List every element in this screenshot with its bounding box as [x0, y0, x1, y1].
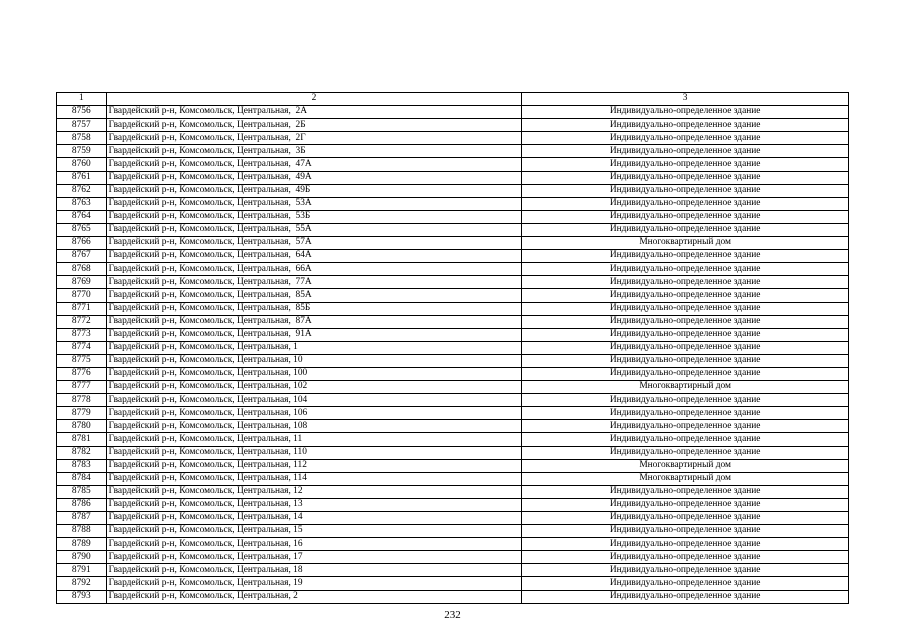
row-number-cell: 8766 [57, 237, 107, 250]
row-number-cell: 8768 [57, 263, 107, 276]
row-number-cell: 8793 [57, 590, 107, 603]
address-cell: Гвардейский р-н, Комсомольск, Центральная, 53Б [106, 210, 522, 223]
address-cell: Гвардейский р-н, Комсомольск, Центральная, 85Б [106, 302, 522, 315]
table-row [57, 263, 849, 276]
row-number-cell: 8784 [57, 472, 107, 485]
address-cell: Гвардейский р-н, Комсомольск, Центральная, 17 [106, 551, 522, 564]
row-number-cell: 8777 [57, 381, 107, 394]
object-type-cell: Индивидуально-определенное здание [522, 407, 849, 420]
object-type-cell: Индивидуально-определенное здание [522, 145, 849, 158]
address-cell: Гвардейский р-н, Комсомольск, Центральная, 87А [106, 315, 522, 328]
object-type-cell: Индивидуально-определенное здание [522, 485, 849, 498]
table-row [57, 341, 849, 354]
row-number-cell: 8769 [57, 276, 107, 289]
table-header [57, 93, 849, 106]
object-type-cell: Индивидуально-определенное здание [522, 250, 849, 263]
address-cell: Гвардейский р-н, Комсомольск, Центральная, 53А [106, 197, 522, 210]
object-type-cell: Индивидуально-определенное здание [522, 525, 849, 538]
address-cell: Гвардейский р-н, Комсомольск, Центральная, 66А [106, 263, 522, 276]
table-row [57, 354, 849, 367]
address-cell: Гвардейский р-н, Комсомольск, Центральная, 49А [106, 171, 522, 184]
table-row [57, 328, 849, 341]
row-number-cell: 8775 [57, 354, 107, 367]
address-cell: Гвардейский р-н, Комсомольск, Центральная, 18 [106, 564, 522, 577]
object-type-cell: Многоквартирный дом [522, 472, 849, 485]
address-cell: Гвардейский р-н, Комсомольск, Центральная, 112 [106, 459, 522, 472]
object-type-cell: Индивидуально-определенное здание [522, 564, 849, 577]
object-type-cell: Индивидуально-определенное здание [522, 289, 849, 302]
row-number-cell: 8762 [57, 184, 107, 197]
address-cell: Гвардейский р-н, Комсомольск, Центральная, 85А [106, 289, 522, 302]
row-number-cell: 8783 [57, 459, 107, 472]
row-number-cell: 8792 [57, 577, 107, 590]
table-row [57, 132, 849, 145]
object-type-cell: Индивидуально-определенное здание [522, 420, 849, 433]
row-number-cell: 8764 [57, 210, 107, 223]
row-number-cell: 8782 [57, 446, 107, 459]
object-type-cell: Индивидуально-определенное здание [522, 577, 849, 590]
row-number-cell: 8787 [57, 512, 107, 525]
object-type-cell: Индивидуально-определенное здание [522, 223, 849, 236]
object-type-cell: Индивидуально-определенное здание [522, 171, 849, 184]
row-number-cell: 8770 [57, 289, 107, 302]
address-cell: Гвардейский р-н, Комсомольск, Центральная, 11 [106, 433, 522, 446]
row-number-cell: 8765 [57, 223, 107, 236]
table-row [57, 158, 849, 171]
table-row [57, 197, 849, 210]
address-cell: Гвардейский р-н, Комсомольск, Центральная, 1 [106, 341, 522, 354]
row-number-cell: 8774 [57, 341, 107, 354]
address-cell: Гвардейский р-н, Комсомольск, Центральная, 2А [106, 106, 522, 119]
table-row [57, 538, 849, 551]
address-cell: Гвардейский р-н, Комсомольск, Центральная, 2 [106, 590, 522, 603]
object-type-cell: Индивидуально-определенное здание [522, 132, 849, 145]
row-number-cell: 8763 [57, 197, 107, 210]
table-row [57, 564, 849, 577]
object-type-cell: Индивидуально-определенное здание [522, 158, 849, 171]
column-header-1: 1 [57, 93, 107, 106]
address-cell: Гвардейский р-н, Комсомольск, Центральная, 55А [106, 223, 522, 236]
object-type-cell: Индивидуально-определенное здание [522, 184, 849, 197]
table-row [57, 250, 849, 263]
table-row [57, 551, 849, 564]
row-number-cell: 8785 [57, 485, 107, 498]
object-type-cell: Индивидуально-определенное здание [522, 394, 849, 407]
table-row [57, 485, 849, 498]
table-row [57, 145, 849, 158]
column-header-2: 2 [106, 93, 522, 106]
row-number-cell: 8791 [57, 564, 107, 577]
object-type-cell: Индивидуально-определенное здание [522, 210, 849, 223]
object-type-cell: Индивидуально-определенное здание [522, 590, 849, 603]
object-type-cell: Индивидуально-определенное здание [522, 354, 849, 367]
object-type-cell: Многоквартирный дом [522, 459, 849, 472]
address-cell: Гвардейский р-н, Комсомольск, Центральная, 100 [106, 367, 522, 380]
table-row [57, 446, 849, 459]
address-cell: Гвардейский р-н, Комсомольск, Центральная, 3Б [106, 145, 522, 158]
object-type-cell: Индивидуально-определенное здание [522, 302, 849, 315]
row-number-cell: 8772 [57, 315, 107, 328]
row-number-cell: 8789 [57, 538, 107, 551]
row-number-cell: 8773 [57, 328, 107, 341]
address-cell: Гвардейский р-н, Комсомольск, Центральная, 14 [106, 512, 522, 525]
table-row [57, 223, 849, 236]
column-header-3: 3 [522, 93, 849, 106]
address-cell: Гвардейский р-н, Комсомольск, Центральная, 2Г [106, 132, 522, 145]
row-number-cell: 8761 [57, 171, 107, 184]
register-table [56, 92, 849, 604]
table-row [57, 433, 849, 446]
address-cell: Гвардейский р-н, Комсомольск, Центральная, 114 [106, 472, 522, 485]
address-cell: Гвардейский р-н, Комсомольск, Центральная, 47А [106, 158, 522, 171]
table-row [57, 210, 849, 223]
table-row [57, 302, 849, 315]
object-type-cell: Индивидуально-определенное здание [522, 433, 849, 446]
address-cell: Гвардейский р-н, Комсомольск, Центральная, 108 [106, 420, 522, 433]
address-cell: Гвардейский р-н, Комсомольск, Центральная, 15 [106, 525, 522, 538]
address-cell: Гвардейский р-н, Комсомольск, Центральная, 57А [106, 237, 522, 250]
address-cell: Гвардейский р-н, Комсомольск, Центральная, 91А [106, 328, 522, 341]
address-cell: Гвардейский р-н, Комсомольск, Центральная, 19 [106, 577, 522, 590]
table-row [57, 184, 849, 197]
row-number-cell: 8767 [57, 250, 107, 263]
table-row [57, 119, 849, 132]
address-cell: Гвардейский р-н, Комсомольск, Центральная, 12 [106, 485, 522, 498]
object-type-cell: Индивидуально-определенное здание [522, 538, 849, 551]
table-row [57, 276, 849, 289]
object-type-cell: Многоквартирный дом [522, 381, 849, 394]
object-type-cell: Индивидуально-определенное здание [522, 341, 849, 354]
address-cell: Гвардейский р-н, Комсомольск, Центральная, 102 [106, 381, 522, 394]
address-cell: Гвардейский р-н, Комсомольск, Центральная, 110 [106, 446, 522, 459]
header-row [57, 93, 849, 106]
row-number-cell: 8780 [57, 420, 107, 433]
row-number-cell: 8757 [57, 119, 107, 132]
address-cell: Гвардейский р-н, Комсомольск, Центральная, 13 [106, 498, 522, 511]
address-cell: Гвардейский р-н, Комсомольск, Центральная, 2Б [106, 119, 522, 132]
table-row [57, 289, 849, 302]
address-cell: Гвардейский р-н, Комсомольск, Центральная, 64А [106, 250, 522, 263]
object-type-cell: Многоквартирный дом [522, 237, 849, 250]
address-cell: Гвардейский р-н, Комсомольск, Центральная, 16 [106, 538, 522, 551]
row-number-cell: 8759 [57, 145, 107, 158]
table-body [57, 106, 849, 604]
table-row [57, 512, 849, 525]
address-cell: Гвардейский р-н, Комсомольск, Центральная, 10 [106, 354, 522, 367]
row-number-cell: 8788 [57, 525, 107, 538]
row-number-cell: 8758 [57, 132, 107, 145]
object-type-cell: Индивидуально-определенное здание [522, 328, 849, 341]
object-type-cell: Индивидуально-определенное здание [522, 498, 849, 511]
row-number-cell: 8778 [57, 394, 107, 407]
row-number-cell: 8779 [57, 407, 107, 420]
table-row [57, 237, 849, 250]
object-type-cell: Индивидуально-определенное здание [522, 367, 849, 380]
object-type-cell: Индивидуально-определенное здание [522, 119, 849, 132]
address-cell: Гвардейский р-н, Комсомольск, Центральная, 77А [106, 276, 522, 289]
object-type-cell: Индивидуально-определенное здание [522, 551, 849, 564]
object-type-cell: Индивидуально-определенное здание [522, 446, 849, 459]
row-number-cell: 8786 [57, 498, 107, 511]
object-type-cell: Индивидуально-определенное здание [522, 315, 849, 328]
table-row [57, 106, 849, 119]
address-cell: Гвардейский р-н, Комсомольск, Центральная, 104 [106, 394, 522, 407]
object-type-cell: Индивидуально-определенное здание [522, 263, 849, 276]
table-row [57, 498, 849, 511]
address-cell: Гвардейский р-н, Комсомольск, Центральная, 106 [106, 407, 522, 420]
table-row [57, 472, 849, 485]
table-row [57, 381, 849, 394]
table-row [57, 420, 849, 433]
table-row [57, 407, 849, 420]
table-row [57, 577, 849, 590]
row-number-cell: 8756 [57, 106, 107, 119]
table-row [57, 315, 849, 328]
row-number-cell: 8771 [57, 302, 107, 315]
table-row [57, 367, 849, 380]
table-row [57, 171, 849, 184]
table-row [57, 459, 849, 472]
row-number-cell: 8776 [57, 367, 107, 380]
table-row [57, 590, 849, 603]
row-number-cell: 8781 [57, 433, 107, 446]
object-type-cell: Индивидуально-определенное здание [522, 106, 849, 119]
page-number: 232 [444, 609, 461, 621]
object-type-cell: Индивидуально-определенное здание [522, 512, 849, 525]
object-type-cell: Индивидуально-определенное здание [522, 276, 849, 289]
table-row [57, 394, 849, 407]
object-type-cell: Индивидуально-определенное здание [522, 197, 849, 210]
row-number-cell: 8790 [57, 551, 107, 564]
table-row [57, 525, 849, 538]
row-number-cell: 8760 [57, 158, 107, 171]
address-cell: Гвардейский р-н, Комсомольск, Центральная, 49Б [106, 184, 522, 197]
